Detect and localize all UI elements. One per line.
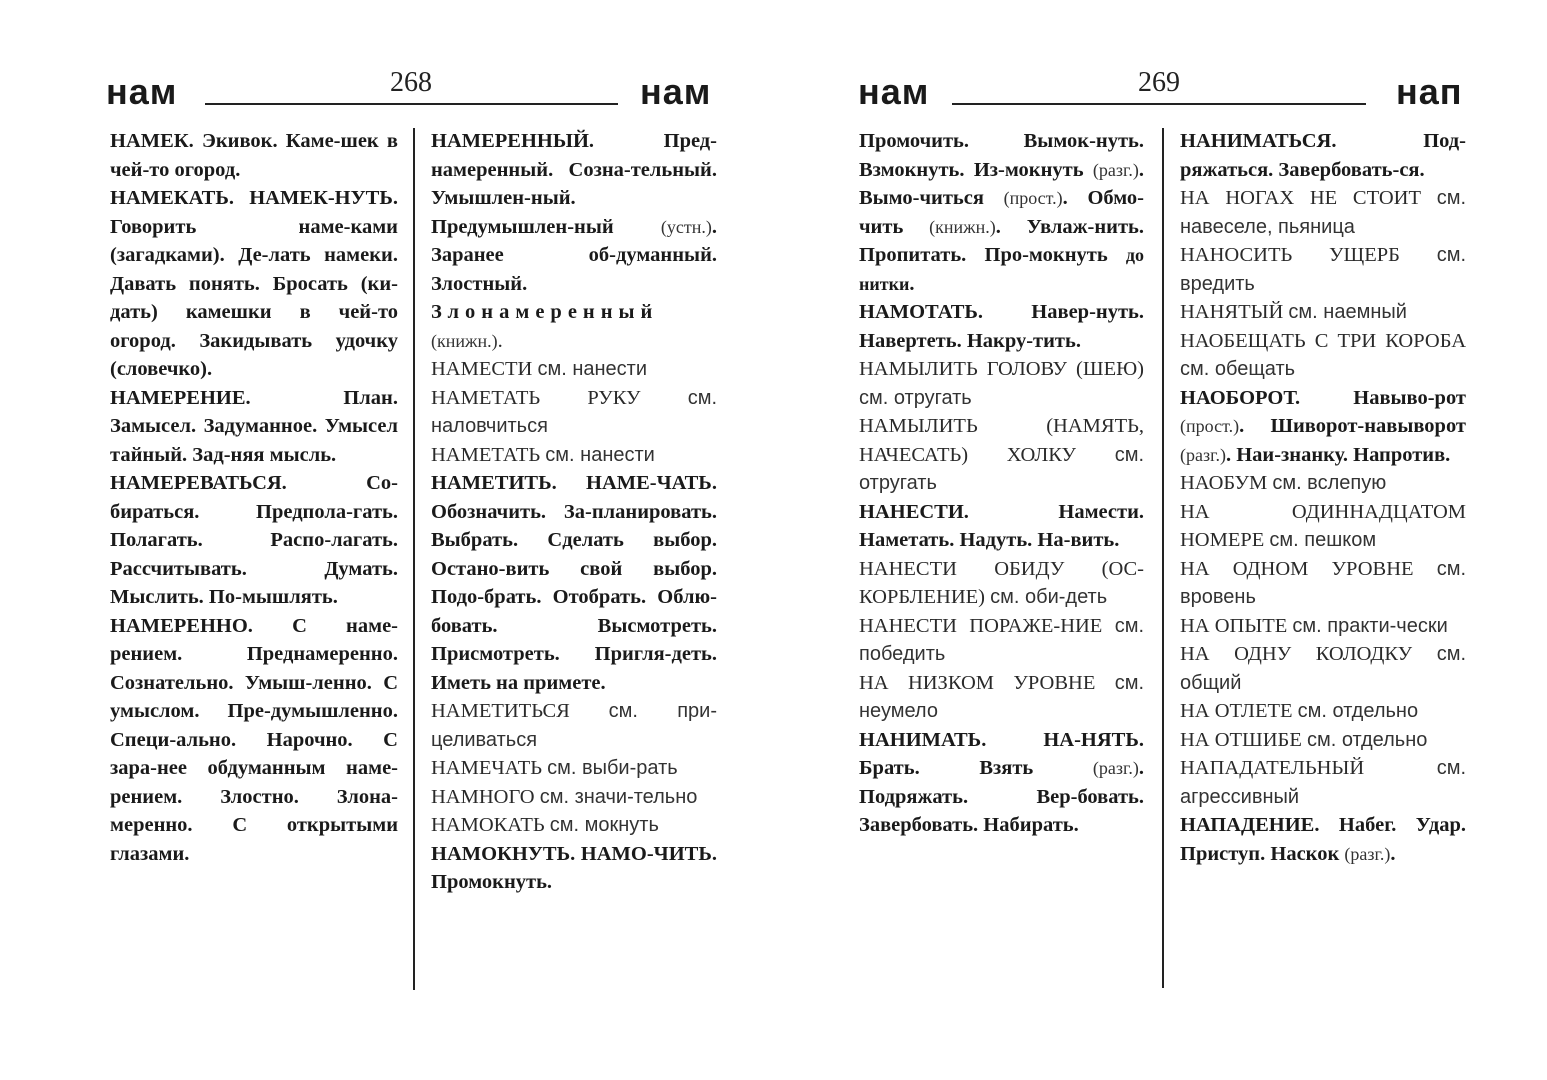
entry-namokat: НАМОКАТЬ см. мокнуть	[431, 814, 659, 836]
entry-nametat: НАМЕТАТЬ см. нанести	[431, 443, 655, 466]
left-page	[0, 0, 773, 1080]
entry-namerenie: НАМЕРЕНИЕ. План. Замысел. Задуманное. Умысел тайный. Зад-няя мысль.	[110, 386, 398, 466]
entry-nanesti-porazhenie: НАНЕСТИ ПОРАЖЕ-НИЕ см. победить	[859, 614, 1144, 665]
entry-nametitsya: НАМЕТИТЬСЯ см. при-целиваться	[431, 700, 717, 751]
left-page-column-divider	[413, 128, 415, 990]
right-page	[773, 0, 1547, 1080]
entry-namoknut: НАМОКНУТЬ. НАМО-ЧИТЬ. Промокнуть.	[431, 842, 717, 893]
entry-napadenie: НАПАДЕНИЕ. Набег. Удар. Приступ. Наскок (разг.).	[1180, 814, 1466, 865]
entry-nanimatsya: НАНИМАТЬСЯ. Под-ряжаться. Завербовать-ся.	[1180, 130, 1466, 181]
left-page-column-2	[431, 127, 717, 897]
entry-na-odinnadcatom-nomere: НА ОДИННАДЦАТОМ НОМЕРЕ см. пешком	[1180, 500, 1466, 551]
right-page-header-rule	[952, 103, 1366, 105]
entry-namechat: НАМЕЧАТЬ см. выби-рать	[431, 757, 678, 779]
entry-namesti: НАМЕСТИ см. нанести	[431, 358, 648, 380]
right-page-column-divider	[1162, 128, 1164, 988]
entry-namerevatsya: НАМЕРЕВАТЬСЯ. Со-бираться. Предпола-гать. Полагать. Распо-лагать. Рассчитывать. Думать. Мыслить. По-мышлять.	[110, 472, 398, 608]
entry-nametit: НАМЕТИТЬ. НАМЕ-ЧАТЬ. Обозначить. За-планировать. Выбрать. Сделать выбор. Остано-вить свой выбор. Подо-брать. Отобрать. Облю-бовать. Высмотреть. Присмотреть. Пригля-деть. Иметь на примете.	[431, 472, 717, 694]
entry-na-odnu-kolodku: НА ОДНУ КОЛОДКУ см. общий	[1180, 643, 1466, 694]
entry-na-odnom-urovne: НА ОДНОМ УРОВНЕ см. вровень	[1180, 557, 1466, 608]
entry-namotat: НАМОТАТЬ. Навер-нуть. Навертеть. Накру-тить.	[859, 301, 1144, 352]
entry-naoborot: НАОБОРОТ. Навыво-рот (прост.). Шиворот-навыворот (разг.). Наи-знанку. Напротив.	[1180, 386, 1466, 466]
entry-promochit: Промочить. Вымок-нуть. Взмокнуть. Из-мокнуть (разг.). Вымо-читься (прост.). Обмо-чить (книжн.). Увлаж-нить. Пропитать. Про-мокнуть до нитки.	[859, 130, 1144, 295]
left-page-guide-word-left: нам	[106, 71, 178, 112]
entry-namylit-holku: НАМЫЛИТЬ (НАМЯТЬ, НАЧЕСАТЬ) ХОЛКУ см. отругать	[859, 415, 1144, 494]
right-page-guide-word-left: нам	[858, 71, 930, 112]
right-page-number: 269	[1138, 67, 1180, 98]
entry-naobeshat: НАОБЕЩАТЬ С ТРИ КОРОБА см. обещать	[1180, 329, 1466, 380]
right-page-column-1	[859, 127, 1144, 840]
entry-na-otlete: НА ОТЛЕТЕ см. отдельно	[1180, 700, 1419, 722]
right-page-column-2	[1180, 127, 1466, 868]
left-page-number: 268	[390, 67, 432, 98]
entry-nametat-ruku: НАМЕТАТЬ РУКУ см. наловчиться	[431, 386, 717, 437]
entry-nanimat: НАНИМАТЬ. НА-НЯТЬ. Брать. Взять (разг.). Подряжать. Вер-бовать. Завербовать. Набирать.	[859, 728, 1144, 836]
entry-na-otshibe: НА ОТШИБЕ см. отдельно	[1180, 728, 1428, 751]
entry-namnogo: НАМНОГО см. значи-тельно	[431, 785, 698, 808]
entry-nanesti: НАНЕСТИ. Намести. Наметать. Надуть. На-вить.	[859, 500, 1144, 551]
entry-namerennyi: НАМЕРЕННЫЙ. Пред-намеренный. Созна-тельный. Умышлен-ный. Предумышлен-ный (устн.). Заранее об-думанный. Злостный. Злонамеренный (книжн.).	[431, 130, 717, 352]
entry-nanesti-obidu: НАНЕСТИ ОБИДУ (ОС-КОРБЛЕНИЕ) см. оби-деть	[859, 557, 1144, 608]
entry-na-nizkom-urovne: НА НИЗКОМ УРОВНЕ см. неумело	[859, 671, 1144, 722]
entry-nanyatyi: НАНЯТЫЙ см. наемный	[1180, 301, 1407, 323]
entry-namek: НАМЕК. Экивок. Каме-шек в чей-то огород.	[110, 130, 398, 181]
entry-naobum: НАОБУМ см. вслепую	[1180, 472, 1387, 494]
entry-namerenno: НАМЕРЕННО. С наме-рением. Преднамеренно. Сознательно. Умыш-ленно. С умыслом. Пре-думышленно. Специ-ально. Нарочно. С зара-нее обдуманным наме-рением. Злостно. Злона-меренно. С открытыми глазами.	[110, 614, 398, 865]
entry-napadatelnyi: НАПАДАТЕЛЬНЫЙ см. агрессивный	[1180, 757, 1466, 808]
entry-na-nogah-ne-stoit: НА НОГАХ НЕ СТОИТ см. навеселе, пьяница	[1180, 187, 1466, 238]
left-page-column-1	[110, 127, 398, 868]
left-page-guide-word-right: нам	[640, 71, 712, 112]
left-page-header-rule	[205, 103, 618, 105]
entry-namylit-golovu: НАМЫЛИТЬ ГОЛОВУ (ШЕЮ) см. отругать	[859, 358, 1144, 409]
entry-na-opyte: НА ОПЫТЕ см. практи-чески	[1180, 614, 1448, 637]
entry-namekat: НАМЕКАТЬ. НАМЕК-НУТЬ. Говорить наме-ками (загадками). Де-лать намеки. Давать понять. Бросать (ки-дать) камешки в чей-то огород. Закидывать удочку (словечко).	[110, 187, 398, 380]
right-page-guide-word-right: нап	[1396, 71, 1463, 112]
entry-nanosit-usherb: НАНОСИТЬ УЩЕРБ см. вредить	[1180, 244, 1466, 295]
